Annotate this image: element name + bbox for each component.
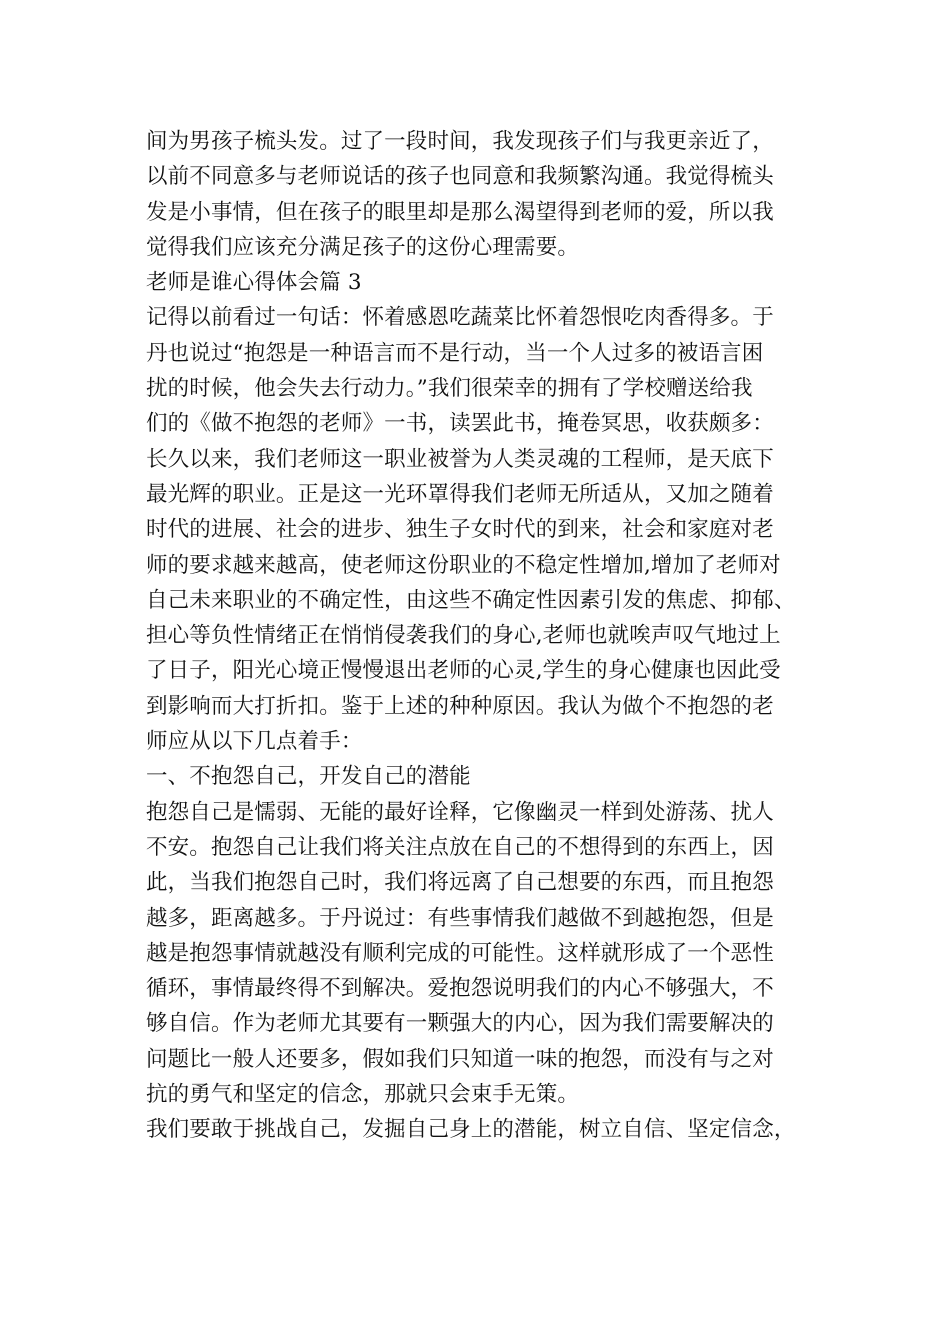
text-line: 记得以前看过一句话：怀着感恩吃蔬菜比怀着怨恨吃肉香得多。于 — [146, 305, 774, 331]
text-line: 抗的勇气和坚定的信念，那就只会束手无策。 — [146, 1082, 580, 1108]
text-line: 丹也说过“抱怨是一种语言而不是行动，当一个人过多的被语言困 — [146, 340, 764, 366]
text-line: 觉得我们应该充分满足孩子的这份心理需要。 — [146, 234, 580, 260]
text-line: 师应从以下几点着手： — [146, 729, 363, 755]
text-line: 了日子，阳光心境正慢慢退出老师的心灵,学生的身心健康也因此受 — [146, 658, 781, 684]
document-body — [146, 124, 826, 1148]
text-line: 越多，距离越多。于丹说过：有些事情我们越做不到越抱怨，但是 — [146, 905, 774, 931]
text-line: 抱怨自己是懦弱、无能的最好诠释，它像幽灵一样到处游荡、扰人 — [146, 799, 774, 825]
text-line: 最光辉的职业。正是这一光环罩得我们老师无所适从，又加之随着 — [146, 481, 774, 507]
text-line: 此，当我们抱怨自己时，我们将远离了自己想要的东西，而且抱怨 — [146, 870, 774, 896]
text-line: 问题比一般人还要多，假如我们只知道一味的抱怨，而没有与之对 — [146, 1046, 774, 1072]
text-line: 长久以来，我们老师这一职业被誉为人类灵魂的工程师，是天底下 — [146, 446, 774, 472]
text-line: 我们要敢于挑战自己，发掘自己身上的潜能，树立自信、坚定信念， — [146, 1117, 796, 1143]
text-line: 到影响而大打折扣。鉴于上述的种种原因。我认为做个不抱怨的老 — [146, 693, 774, 719]
text-line: 不安。抱怨自己让我们将关注点放在自己的不想得到的东西上，因 — [146, 834, 774, 860]
text-line: 担心等负性情绪正在悄悄侵袭我们的身心,老师也就唉声叹气地过上 — [146, 623, 781, 649]
section-heading: 老师是谁心得体会篇 3 — [146, 270, 362, 296]
text-line: 师的要求越来越高，使老师这份职业的不稳定性增加,增加了老师对 — [146, 552, 781, 578]
text-line: 自己未来职业的不确定性，由这些不确定性因素引发的焦虑、抑郁、 — [146, 587, 796, 613]
text-line: 越是抱怨事情就越没有顺利完成的可能性。这样就形成了一个恶性 — [146, 940, 774, 966]
text-line: 扰的时候，他会失去行动力。”我们很荣幸的拥有了学校赠送给我 — [146, 376, 753, 402]
text-line: 们的《做不抱怨的老师》一书，读罢此书，掩卷冥思，收获颇多： — [146, 411, 774, 437]
text-line: 以前不同意多与老师说话的孩子也同意和我频繁沟通。我觉得梳头 — [146, 164, 774, 190]
subsection-heading: 一、不抱怨自己，开发自己的潜能 — [146, 764, 471, 790]
text-line: 间为男孩子梳头发。过了一段时间，我发现孩子们与我更亲近了， — [146, 129, 774, 154]
text-line: 时代的进展、社会的进步、独生子女时代的到来，社会和家庭对老 — [146, 517, 774, 543]
text-line: 够自信。作为老师尤其要有一颗强大的内心，因为我们需要解决的 — [146, 1011, 774, 1037]
text-line: 循环，事情最终得不到解决。爱抱怨说明我们的内心不够强大，不 — [146, 976, 774, 1002]
text-line: 发是小事情，但在孩子的眼里却是那么渴望得到老师的爱，所以我 — [146, 199, 774, 225]
